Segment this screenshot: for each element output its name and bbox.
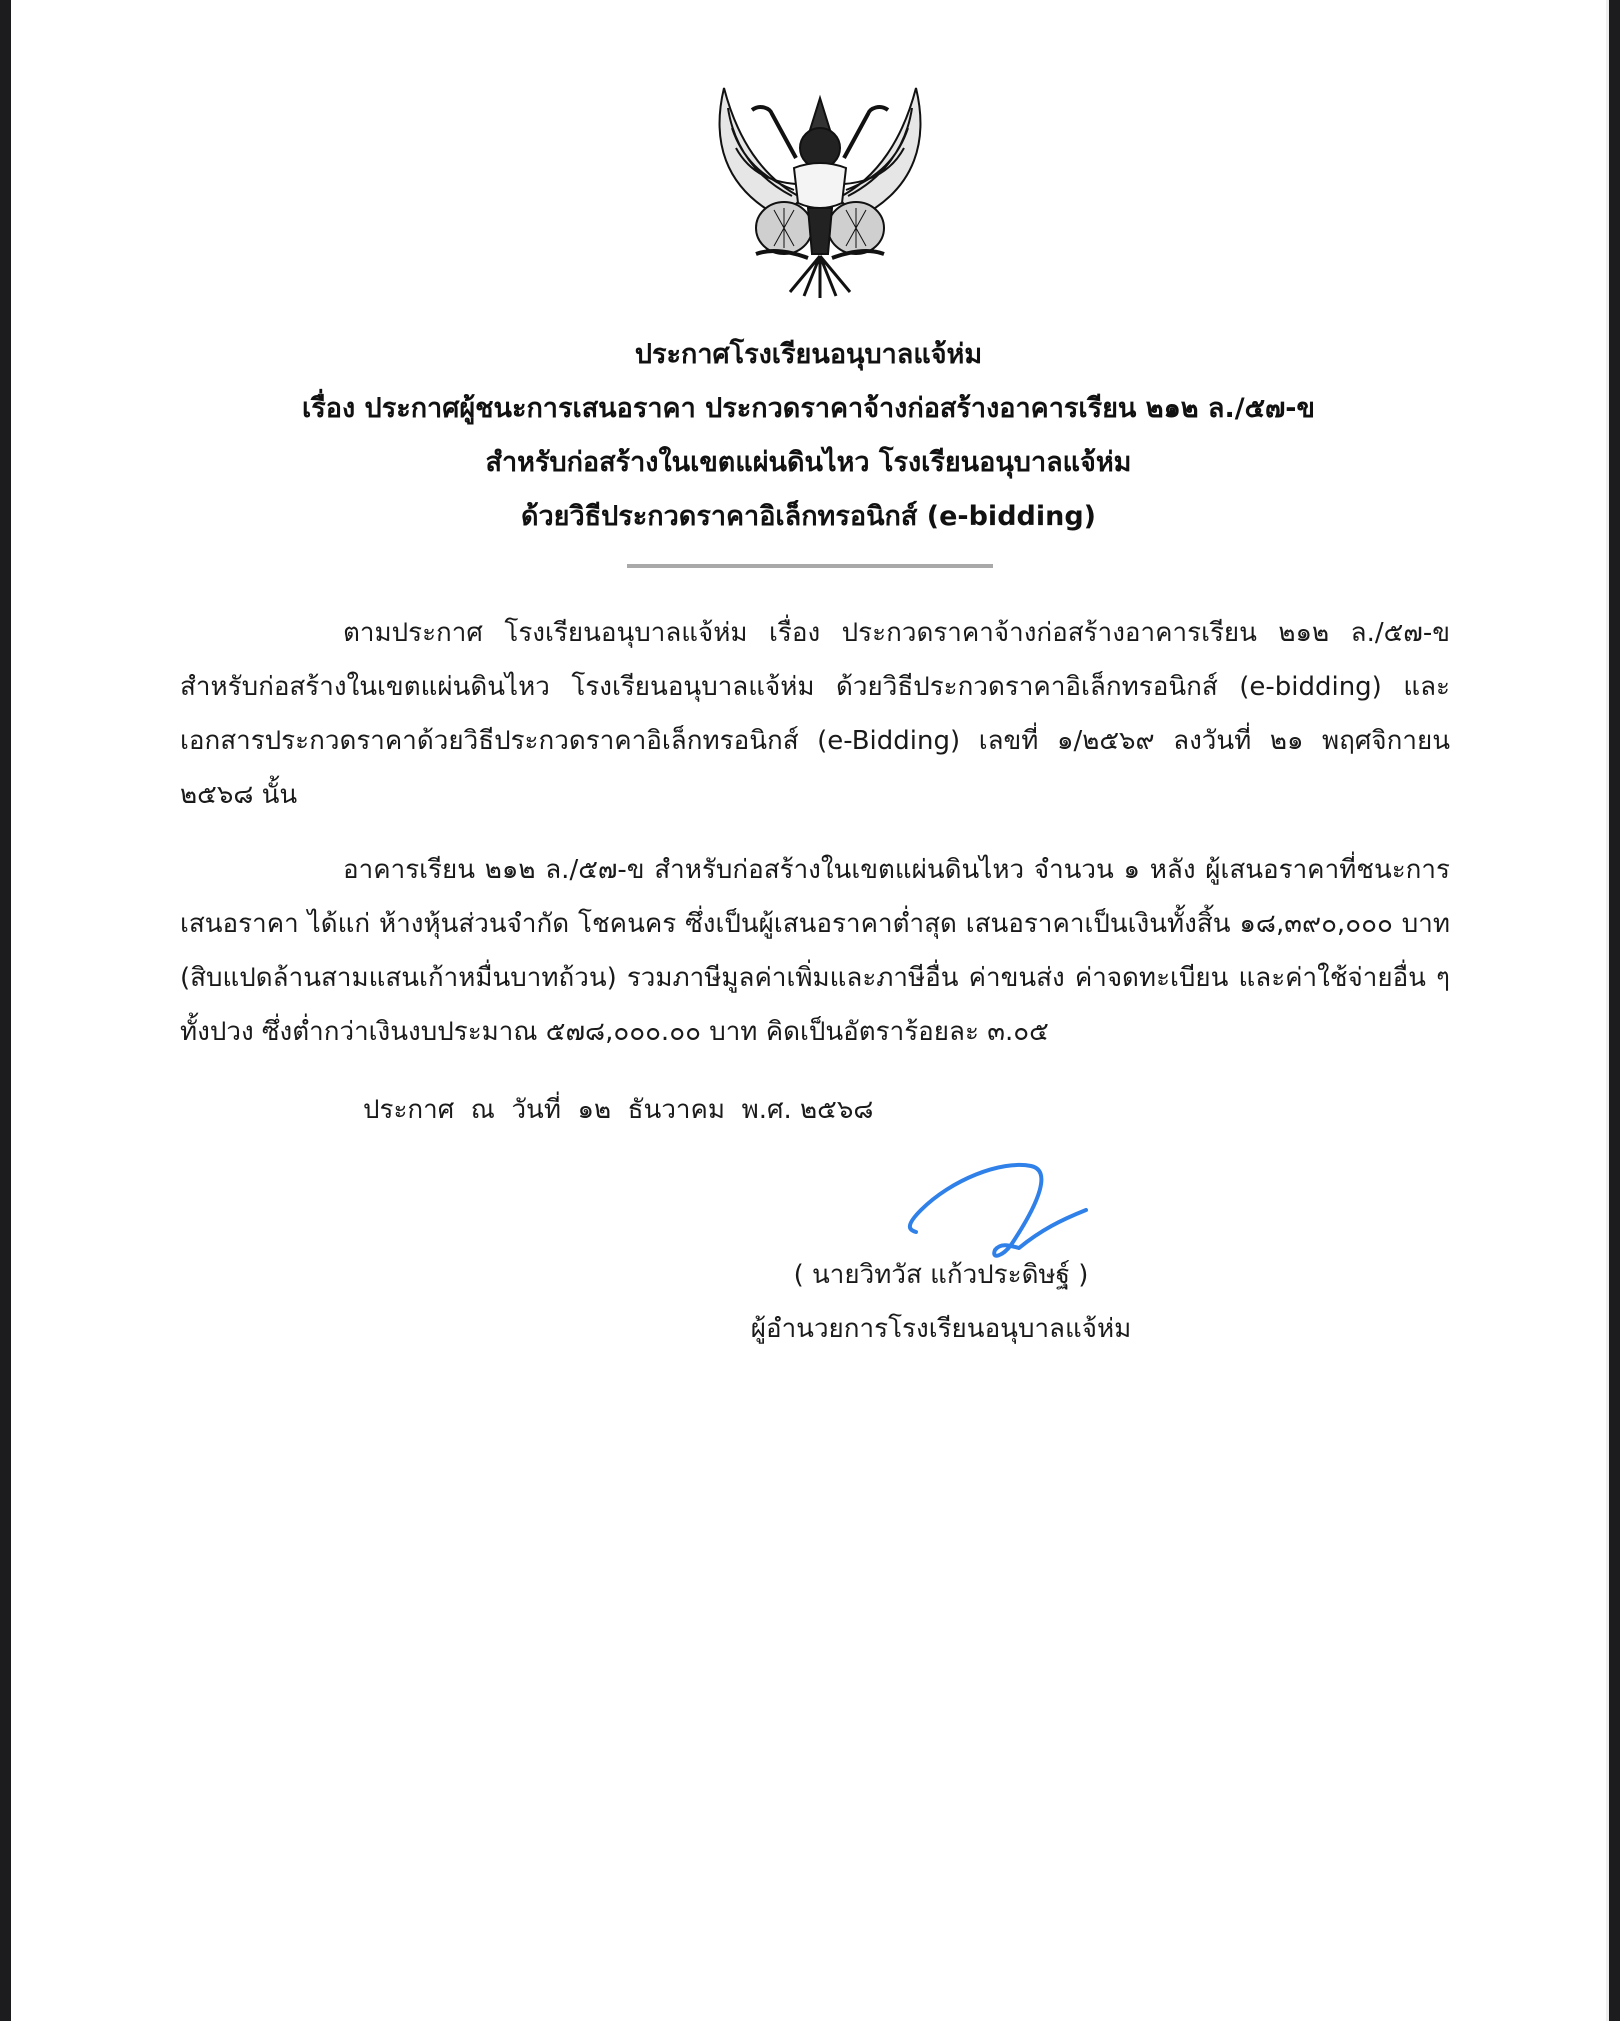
garuda-emblem-icon — [712, 78, 928, 300]
signatory-name: ( นายวิทวัส แก้วประดิษฐ์ ) — [793, 1260, 1089, 1290]
document-page — [11, 0, 1609, 2021]
title-line-4: ด้วยวิธีประกวดราคาอิเล็กทรอนิกส์ (e-bidding) — [520, 501, 1096, 532]
announcement-title — [11, 328, 1606, 544]
paragraph-1: ตามประกาศ โรงเรียนอนุบาลแจ้ห่ม เรื่อง ประกวดราคาจ้างก่อสร้างอาคารเรียน ๒๑๒ ล./๕๗-ข สำหรับก่อสร้างในเขตแผ่นดินไหว โรงเรียนอนุบาลแจ้ห่ม ด้วยวิธีประกวดราคาอิเล็กทรอนิกส์ (e-bidding) และเอกสารประกวดราคาด้วยวิธีประกวดราคาอิเล็กทรอนิกส์ (e-Bidding) เลขที่ ๑/๒๕๖๙ ลงวันที่ ๒๑ พฤศจิกายน ๒๕๖๘ นั้น — [180, 618, 1450, 810]
title-divider — [627, 564, 993, 568]
paragraph-2: อาคารเรียน ๒๑๒ ล./๕๗-ข สำหรับก่อสร้างในเขตแผ่นดินไหว จำนวน ๑ หลัง ผู้เสนอราคาที่ชนะการเสนอราคา ได้แก่ ห้างหุ้นส่วนจำกัด โชคนคร ซึ่งเป็นผู้เสนอราคาต่ำสุด เสนอราคาเป็นเงินทั้งสิ้น ๑๘,๓๙๐,๐๐๐ บาท (สิบแปดล้านสามแสนเก้าหมื่นบาทถ้วน) รวมภาษีมูลค่าเพิ่มและภาษีอื่น ค่าขนส่ง ค่าจดทะเบียน และค่าใช้จ่ายอื่น ๆ ทั้งปวง ซึ่งต่ำกว่าเงินงบประมาณ ๕๗๘,๐๐๐.๐๐ บาท คิดเป็นอัตราร้อยละ ๓.๐๕ — [180, 855, 1450, 1047]
announcement-date: ประกาศ ณ วันที่ ๑๒ ธันวาคม พ.ศ. ๒๕๖๘ — [363, 1095, 874, 1125]
signatory-position: ผู้อำนวยการโรงเรียนอนุบาลแจ้ห่ม — [750, 1314, 1132, 1344]
title-line-1: ประกาศโรงเรียนอนุบาลแจ้ห่ม — [634, 339, 983, 370]
title-line-2: เรื่อง ประกาศผู้ชนะการเสนอราคา ประกวดราคาจ้างก่อสร้างอาคารเรียน ๒๑๒ ล./๕๗-ข — [302, 393, 1315, 424]
title-line-3: สำหรับก่อสร้างในเขตแผ่นดินไหว โรงเรียนอนุบาลแจ้ห่ม — [485, 447, 1132, 478]
